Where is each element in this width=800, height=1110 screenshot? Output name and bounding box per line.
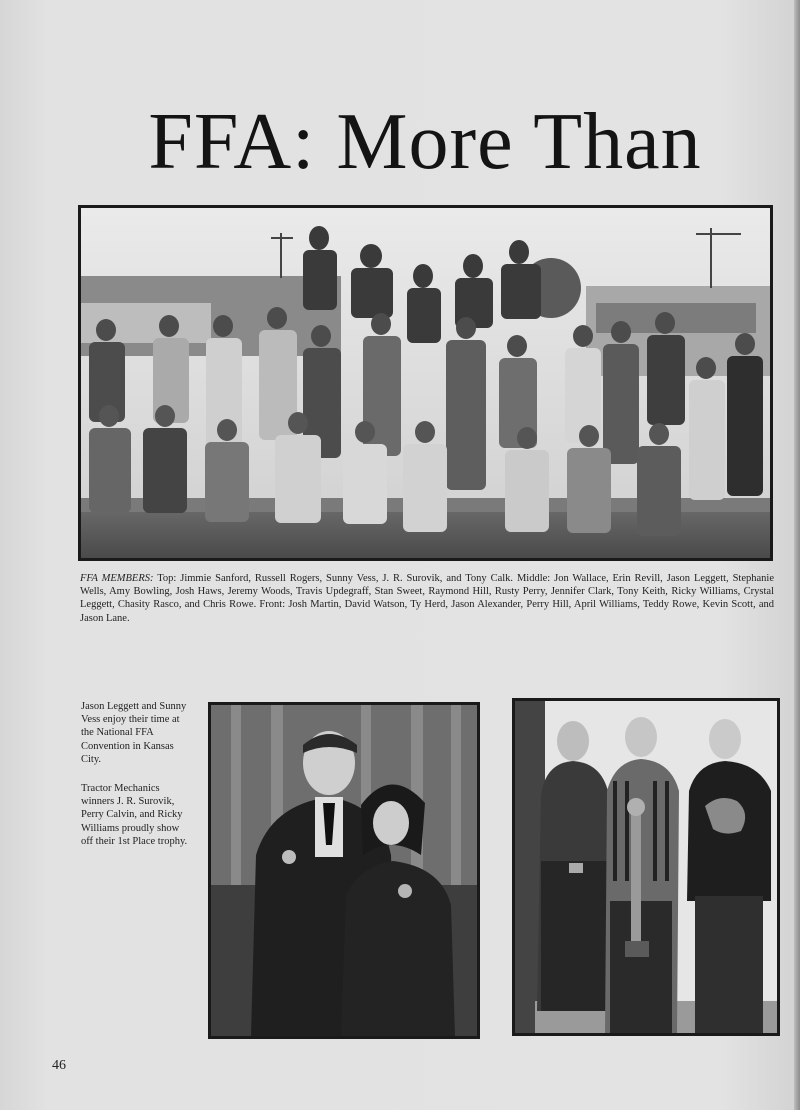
page-number: 46 (52, 1058, 66, 1073)
caption-names: Top: Jimmie Sanford, Russell Rogers, Sunny Vess, J. R. Surovik, and Tony Calk. Middle: Jon Wallace, Erin Revill, Jason Leggett, Stephanie Wells, Amy Bowling, Josh Haws, Jeremy Woods, Travis Updegraff, Stan Sweet, Raymond Hill, Rusty Perry, Jennifer Clark, Tony Keith, Ricky Williams, Crystal Leggett, Chasity Rasco, and Chris Rowe. Front: Josh Martin, David Watson, Ty Herd, Jason Alexander, Perry Hill, April Williams, Teddy Rowe, Kevin Scott, and Jason Lane. (80, 573, 774, 624)
page-binding-edge (794, 0, 800, 1110)
convention-photo (208, 702, 480, 1039)
caption-lead: FFA MEMBERS: (80, 573, 154, 584)
convention-caption: Jason Leggett and Sunny Vess enjoy their time at the National FFA Convention in Kansas City. (81, 701, 187, 765)
page-headline: FFA: More Than (148, 98, 702, 186)
trophy-photo (512, 698, 780, 1036)
group-photo (78, 205, 773, 561)
trophy-caption: Tractor Mechanics winners J. R. Surovik, Perry Calvin, and Ricky Williams proudly show off their 1st Place trophy. (81, 783, 188, 847)
group-photo-caption (80, 572, 774, 625)
